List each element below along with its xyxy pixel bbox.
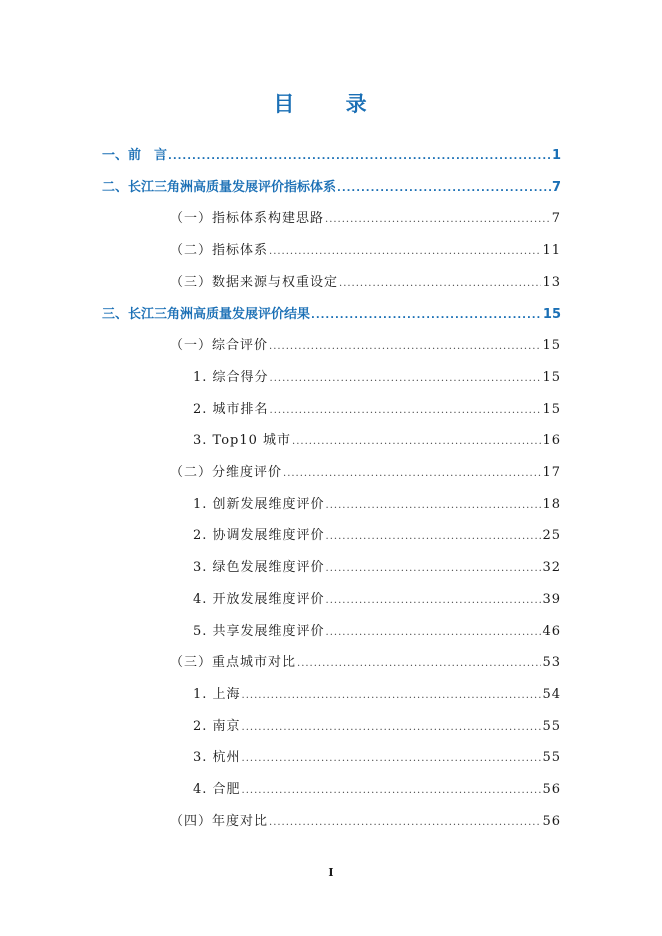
toc-entry-page: 32 [542,560,561,575]
toc-entry-page: 54 [542,687,561,702]
page-number: I [328,866,334,879]
toc-leader [242,722,542,733]
toc-entry-label: 2. 城市排名 [193,402,269,417]
toc-entry-label: 5. 共享发展维度评价 [193,624,325,639]
toc-entry-label: （二）分维度评价 [170,465,283,480]
toc-entry[interactable] [170,651,561,671]
toc-entry-page: 16 [542,433,561,448]
toc-entry-label: 1. 上海 [193,687,241,702]
toc-entry-page: 13 [542,275,561,290]
toc-entry[interactable] [193,524,561,544]
toc-entry-label: 3. 杭州 [193,750,241,765]
toc-leader [297,658,541,669]
toc-entry[interactable] [170,334,561,354]
toc-entry[interactable] [193,588,561,608]
toc-entry[interactable] [193,366,561,386]
toc-entry[interactable] [193,556,561,576]
toc-entry-label: 1. 综合得分 [193,370,269,385]
toc-leader [311,310,542,321]
toc-entry-page: 56 [542,782,561,797]
toc-entry-label: 3. Top10 城市 [193,433,292,448]
toc-entry-label: 3. 绿色发展维度评价 [193,560,325,575]
toc-entry-page: 1 [551,148,561,163]
toc-entry-page: 46 [542,624,561,639]
toc-entry[interactable] [102,144,561,164]
toc-entry-label: 4. 开放发展维度评价 [193,592,325,607]
toc-entry-page: 55 [542,719,561,734]
toc-leader [242,753,542,764]
toc-leader [242,785,542,796]
toc-leader [270,373,542,384]
toc-leader [283,468,541,479]
toc-title: 目 录 [273,92,389,116]
toc-entry[interactable] [193,715,561,735]
toc-entry-label: （三）重点城市对比 [170,655,297,670]
toc-entry-page: 7 [551,180,561,195]
toc-leader [269,817,541,828]
toc-entry-label: 2. 南京 [193,719,241,734]
toc-leader [168,151,551,162]
toc-entry[interactable] [193,493,561,513]
toc-entry-page: 39 [542,592,561,607]
toc-leader [339,278,541,289]
toc-entry-label: （一）综合评价 [170,338,269,353]
toc-entry[interactable] [193,398,561,418]
toc-entry[interactable] [193,683,561,703]
toc-entry-page: 25 [542,528,561,543]
toc-entry-label: 二、长江三角洲高质量发展评价指标体系 [102,180,337,195]
toc-entry-label: 4. 合肥 [193,782,241,797]
toc-entry[interactable] [170,271,561,291]
toc-entry-page: 7 [551,211,561,226]
toc-leader [269,341,541,352]
toc-leader [269,246,541,257]
toc-entry[interactable] [193,778,561,798]
toc-entry[interactable] [193,746,561,766]
toc-leader [326,595,542,606]
toc-entry-page: 55 [542,750,561,765]
toc-entry-label: 一、前 言 [102,148,168,163]
toc-leader [292,436,541,447]
toc-entry-page: 15 [542,370,561,385]
toc-leader [337,183,551,194]
toc-entry-page: 11 [542,243,561,258]
toc-entry-label: 1. 创新发展维度评价 [193,497,325,512]
toc-leader [325,214,551,225]
toc-entry-page: 53 [542,655,561,670]
toc-entry-label: （二）指标体系 [170,243,269,258]
toc-entry[interactable] [193,620,561,640]
toc-entry[interactable] [170,810,561,830]
toc-entry-page: 15 [542,402,561,417]
toc-entry-label: （四）年度对比 [170,814,269,829]
toc-entry-page: 18 [542,497,561,512]
toc-leader [326,500,542,511]
toc-entry[interactable] [170,239,561,259]
toc-entry-label: 三、长江三角洲高质量发展评价结果 [102,307,311,322]
toc-entry[interactable] [102,303,561,323]
toc-entry-page: 15 [542,307,561,322]
toc-entry[interactable] [193,429,561,449]
toc-entry[interactable] [170,461,561,481]
toc-entry-page: 17 [542,465,561,480]
toc-entry-label: 2. 协调发展维度评价 [193,528,325,543]
toc-entry[interactable] [170,207,561,227]
toc-entry-label: （一）指标体系构建思路 [170,211,325,226]
toc-leader [242,690,542,701]
toc-entry-label: （三）数据来源与权重设定 [170,275,339,290]
toc-leader [326,627,542,638]
toc-leader [270,405,542,416]
toc-leader [326,563,542,574]
toc-entry-page: 15 [542,338,561,353]
toc-entry-page: 56 [542,814,561,829]
toc-leader [326,531,542,542]
toc-entry[interactable] [102,176,561,196]
